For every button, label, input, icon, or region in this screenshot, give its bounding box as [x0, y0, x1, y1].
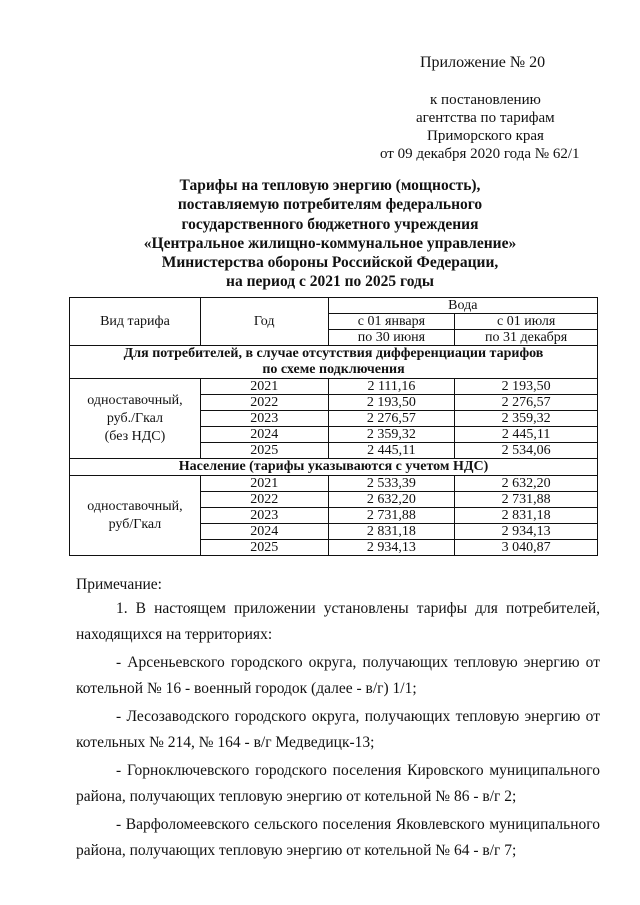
note-item-line: - Арсеньевского городского округа, получающих тепловую энергию от: [116, 654, 600, 671]
year-cell: 2024: [200, 427, 328, 443]
appendix-line: агентства по тарифам: [416, 110, 555, 126]
section-title-line: по схеме подключения: [262, 362, 405, 377]
value-cell: 2 359,32: [455, 411, 598, 427]
note-item-line: котельной № 16 - военный городок (далее - в/г) 1/1;: [76, 680, 417, 697]
value-cell: 2 934,13: [328, 540, 455, 556]
header-water: Вода: [328, 298, 597, 314]
note-item-line: района, получающих тепловую энергию от котельной № 64 - в/г 7;: [76, 842, 517, 859]
section-title: [70, 346, 598, 379]
year-cell: 2023: [200, 411, 328, 427]
tariff-type-cell: [70, 476, 201, 556]
note-paragraph-line: 1. В настоящем приложении установлены тарифы для потребителей,: [116, 600, 600, 617]
header-year: Год: [200, 298, 328, 346]
title-line: «Центральное жилищно-коммунальное управление»: [143, 234, 517, 252]
tariff-type-line: одноставочный,: [87, 392, 183, 408]
value-cell: 2 445,11: [455, 427, 598, 443]
section-title-line: Для потребителей, в случае отсутствия дифференциации тарифов: [123, 346, 544, 361]
title-line: государственного бюджетного учреждения: [181, 215, 479, 233]
value-cell: 2 831,18: [328, 524, 455, 540]
document-title: [60, 176, 600, 292]
tariff-type-line: одноставочный,: [87, 498, 183, 514]
value-cell: 2 276,57: [328, 411, 455, 427]
tariffs-table: [69, 297, 598, 556]
value-cell: 2 193,50: [455, 379, 598, 395]
year-cell: 2022: [200, 492, 328, 508]
title-line: поставляемую потребителям федерального: [177, 196, 483, 214]
header-period-2-end: по 31 декабря: [455, 330, 598, 346]
tariff-type-cell: [70, 379, 201, 459]
value-cell: 2 731,88: [328, 508, 455, 524]
note-item-line: - Лесозаводского городского округа, получающих тепловую энергию от: [116, 708, 600, 725]
value-cell: 2 831,18: [455, 508, 598, 524]
value-cell: 2 111,16: [328, 379, 455, 395]
tariff-type-line: руб./Гкал: [106, 410, 164, 426]
value-cell: 2 632,20: [328, 492, 455, 508]
header-period-2: с 01 июля: [455, 314, 598, 330]
tariff-type-line: руб/Гкал: [108, 516, 162, 532]
table-row: [70, 476, 598, 492]
tariff-type-line: (без НДС): [104, 428, 166, 444]
year-cell: 2024: [200, 524, 328, 540]
value-cell: 2 632,20: [455, 476, 598, 492]
year-cell: 2025: [200, 540, 328, 556]
section-title-row: [70, 346, 598, 379]
value-cell: 2 533,39: [328, 476, 455, 492]
value-cell: 2 534,06: [455, 443, 598, 459]
value-cell: 3 040,87: [455, 540, 598, 556]
section-title-row: [70, 459, 598, 476]
year-cell: 2021: [200, 379, 328, 395]
table-row: [70, 379, 598, 395]
note-paragraph-line: находящихся на территориях:: [76, 626, 273, 643]
year-cell: 2021: [200, 476, 328, 492]
note-item-line: котельных № 214, № 164 - в/г Медведицк-13;: [76, 734, 375, 751]
note-item-line: района, получающих тепловую энергию от котельной № 86 - в/г 2;: [76, 788, 517, 805]
section-title: Население (тарифы указываются с учетом НДС): [70, 459, 598, 476]
appendix-line: от 09 декабря 2020 года № 62/1: [380, 146, 580, 162]
appendix-line: к постановлению: [430, 92, 541, 108]
value-cell: 2 193,50: [328, 395, 455, 411]
year-cell: 2022: [200, 395, 328, 411]
year-cell: 2023: [200, 508, 328, 524]
value-cell: 2 731,88: [455, 492, 598, 508]
appendix-number: Приложение № 20: [420, 54, 546, 71]
value-cell: 2 934,13: [455, 524, 598, 540]
note-item-line: - Горноключевского городского поселения Кировского муниципального: [116, 762, 600, 779]
title-line: на период с 2021 по 2025 годы: [226, 273, 434, 291]
header-period-1-end: по 30 июня: [328, 330, 455, 346]
appendix-line: Приморского края: [427, 128, 544, 144]
notes-heading: Примечание:: [76, 576, 162, 593]
year-cell: 2025: [200, 443, 328, 459]
value-cell: 2 276,57: [455, 395, 598, 411]
title-line: Тарифы на тепловую энергию (мощность),: [179, 177, 481, 194]
title-line: Министерства обороны Российской Федерации,: [161, 254, 499, 272]
header-period-1: с 01 января: [328, 314, 455, 330]
value-cell: 2 445,11: [328, 443, 455, 459]
header-tariff-type: Вид тарифа: [70, 298, 201, 346]
note-item-line: - Варфоломеевского сельского поселения Яковлевского муниципального: [116, 816, 600, 833]
table-header-row: [70, 298, 598, 314]
value-cell: 2 359,32: [328, 427, 455, 443]
